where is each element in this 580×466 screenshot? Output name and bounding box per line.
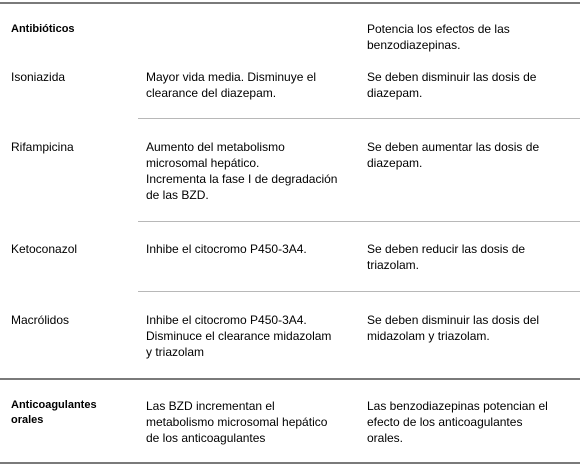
table-top-border — [0, 2, 580, 4]
row-macrolidos-consequence-line-1: Se deben disminuir las dosis del — [367, 313, 540, 327]
table-bottom-border — [0, 462, 580, 464]
row-divider — [138, 221, 580, 222]
section-divider — [0, 378, 580, 380]
row-rifampicina-effect-line-1: Aumento del metabolismo — [146, 140, 285, 154]
row-isoniazida-consequence-line-1: Se deben disminuir las dosis de — [367, 70, 537, 84]
row-divider — [138, 291, 580, 292]
row-rifampicina-drug: Rifampicina — [11, 140, 74, 154]
row-divider — [138, 118, 580, 119]
row-anticoagulantes-consequence-line-1: Las benzodiazepinas potencian el — [367, 399, 548, 413]
row-anticoagulantes-drug-line-2: orales — [11, 414, 44, 426]
row-rifampicina-effect-line-4: de las BZD. — [146, 188, 209, 202]
row-anticoagulantes-effect-line-2: metabolismo microsomal hepático — [146, 415, 328, 429]
row-antibioticos-consequence-line-1: Potencia los efectos de las — [367, 22, 510, 36]
row-isoniazida-effect-line-1: Mayor vida media. Disminuye el — [146, 70, 317, 84]
row-ketoconazol-consequence-line-1: Se deben reducir las dosis de — [367, 242, 526, 256]
row-anticoagulantes-drug-line-1: Anticoagulantes — [11, 399, 97, 411]
row-isoniazida-drug: Isoniazida — [11, 70, 66, 84]
row-macrolidos-effect-line-2: Disminuce el clearance midazolam — [146, 329, 332, 343]
row-isoniazida-effect-line-2: clearance del diazepam. — [146, 86, 277, 100]
row-macrolidos-effect-line-3: y triazolam — [146, 345, 205, 359]
row-anticoagulantes-consequence-line-2: efecto de los anticoagulantes — [367, 415, 523, 429]
row-ketoconazol-effect-line-1: Inhibe el citocromo P450-3A4. — [146, 242, 307, 256]
row-macrolidos-consequence-line-2: midazolam y triazolam. — [367, 329, 490, 343]
row-macrolidos-effect-line-1: Inhibe el citocromo P450-3A4. — [146, 313, 307, 327]
row-macrolidos-drug: Macrólidos — [11, 313, 70, 327]
row-rifampicina-consequence-line-1: Se deben aumentar las dosis de — [367, 140, 540, 154]
row-ketoconazol-consequence-line-2: triazolam. — [367, 258, 420, 272]
row-rifampicina-effect-line-2: microsomal hepático. — [146, 156, 260, 170]
row-rifampicina-effect-line-3: Incrementa la fase I de degradación — [146, 172, 338, 186]
row-isoniazida-consequence-line-2: diazepam. — [367, 86, 423, 100]
row-anticoagulantes-effect-line-3: de los anticoagulantes — [146, 431, 266, 445]
row-anticoagulantes-consequence-line-3: orales. — [367, 431, 404, 445]
row-antibioticos-consequence-line-2: benzodiazepinas. — [367, 38, 461, 52]
row-antibioticos-drug: Antibióticos — [11, 23, 75, 35]
row-ketoconazol-drug: Ketoconazol — [11, 242, 78, 256]
row-rifampicina-consequence-line-2: diazepam. — [367, 156, 423, 170]
row-anticoagulantes-effect-line-1: Las BZD incrementan el — [146, 399, 275, 413]
